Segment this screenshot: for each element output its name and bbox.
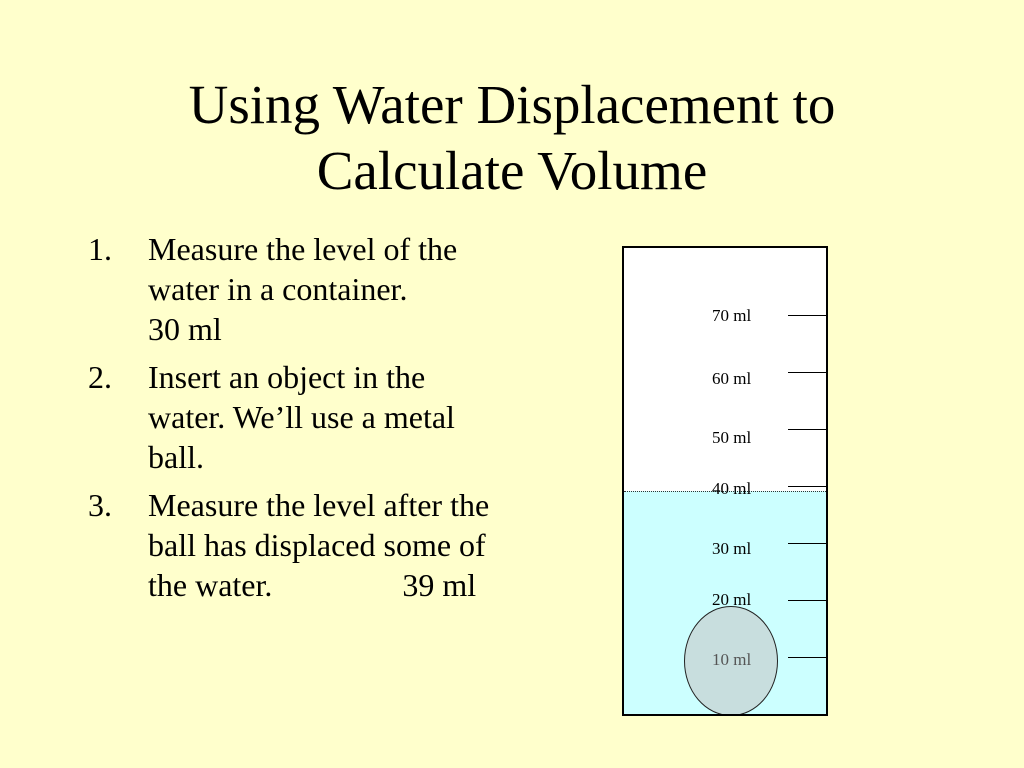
list-item	[88, 485, 528, 605]
list-item	[88, 229, 528, 349]
tick-mark	[788, 486, 828, 487]
step-text: Measure the level of the water in a container.	[148, 231, 458, 307]
step-text: Insert an object in the water. We’ll use a metal ball.	[148, 359, 455, 475]
step-value: 30 ml	[148, 311, 222, 347]
list-item	[88, 357, 528, 477]
slide-title	[0, 72, 1024, 204]
tick-label: 20 ml	[712, 590, 752, 609]
tick-label: 50 ml	[712, 428, 752, 447]
tick-label: 40 ml	[712, 479, 752, 498]
title-line-1: Using Water Displacement to	[188, 74, 836, 135]
step-text: Measure the level after the ball has displaced some of the water.	[148, 487, 490, 603]
step-body	[148, 357, 498, 477]
step-number: 3.	[88, 487, 112, 523]
graduated-beaker	[622, 246, 828, 716]
tick-mark	[788, 429, 828, 430]
tick-label: 10 ml	[712, 650, 752, 669]
tick-mark	[788, 372, 828, 373]
tick-mark	[788, 657, 828, 658]
tick-mark	[788, 600, 828, 601]
tick-mark	[788, 543, 828, 544]
step-value: 39 ml	[402, 567, 477, 603]
step-number: 1.	[88, 231, 112, 267]
tick-label: 70 ml	[712, 306, 752, 325]
step-body	[148, 485, 498, 605]
tick-label: 30 ml	[712, 539, 752, 558]
tick-mark	[788, 315, 828, 316]
tick-label: 60 ml	[712, 369, 752, 388]
title-line-2: Calculate Volume	[316, 140, 708, 201]
step-number: 2.	[88, 359, 112, 395]
step-list	[88, 229, 528, 613]
step-body	[148, 229, 498, 349]
